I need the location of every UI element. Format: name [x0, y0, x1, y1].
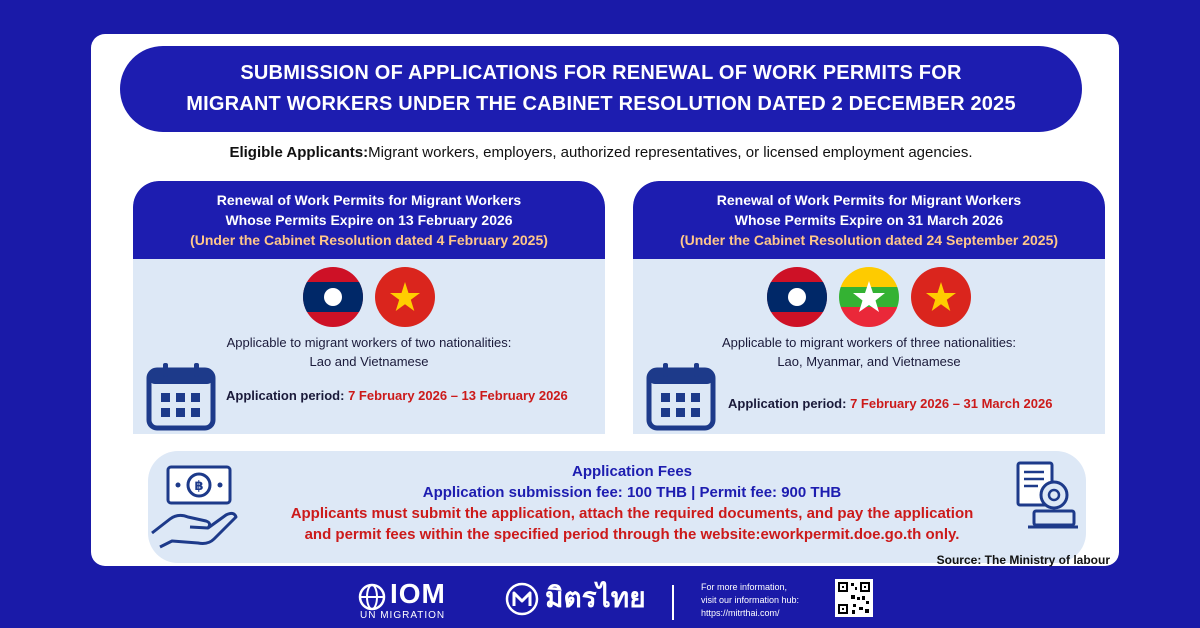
left-period-label: Application period:	[226, 388, 345, 403]
left-application-period	[226, 388, 568, 403]
left-panel-line-1: Renewal of Work Permits for Migrant Workers	[216, 192, 522, 208]
right-panel-header	[633, 181, 1105, 259]
globe-icon	[358, 583, 386, 611]
fees-warning-2: and permit fees within the specified period through the website:eworkpermit.doe.go.th only.	[304, 526, 960, 543]
info-line-1: For more information,	[701, 582, 788, 592]
source-note: Source: The Ministry of labour	[936, 553, 1110, 567]
footer	[0, 575, 1200, 628]
left-flags	[133, 267, 605, 327]
right-applicable-line-1: Applicable to migrant workers of three nationalities:	[721, 335, 1017, 350]
info-hub-text	[701, 581, 799, 620]
left-period-dates: 7 February 2026 – 13 February 2026	[348, 388, 568, 403]
fees-box	[148, 451, 1086, 563]
right-period-label: Application period:	[728, 396, 847, 411]
eligible-label: Eligible Applicants:	[229, 144, 369, 161]
fees-heading: Application Fees	[571, 463, 693, 480]
right-flags	[633, 267, 1105, 327]
iom-subtitle: UN MIGRATION	[360, 610, 446, 621]
fees-amounts: Application submission fee: 100 THB | Permit fee: 900 THB	[422, 484, 842, 501]
right-panel-sub: (Under the Cabinet Resolution dated 24 September 2025)	[679, 232, 1059, 248]
title-line-2: MIGRANT WORKERS UNDER THE CABINET RESOLUTION DATED 2 DECEMBER 2025	[186, 93, 1016, 115]
mitrthai-logo-icon	[505, 582, 539, 616]
iom-logo-text: IOM	[390, 578, 446, 609]
right-panel-line-1: Renewal of Work Permits for Migrant Workers	[716, 192, 1022, 208]
left-applicable-line-2: Lao and Vietnamese	[309, 354, 429, 369]
info-link[interactable]: https://mitrthai.com/	[701, 608, 780, 618]
fees-warning-1: Applicants must submit the application, attach the required documents, and pay the application	[290, 505, 974, 522]
left-panel-line-2: Whose Permits Expire on 13 February 2026	[225, 212, 513, 228]
calendar-icon	[646, 361, 716, 431]
svg-text:฿: ฿	[194, 479, 204, 494]
title-line-1: SUBMISSION OF APPLICATIONS FOR RENEWAL OF WORK PERMITS FOR	[240, 62, 962, 84]
calendar-icon	[146, 361, 216, 431]
myanmar-flag	[839, 267, 899, 327]
right-application-period	[728, 396, 1052, 411]
left-applicable-line-1: Applicable to migrant workers of two nationalities:	[226, 335, 512, 350]
qr-code-icon[interactable]	[835, 579, 873, 617]
left-panel-header	[133, 181, 605, 259]
left-panel-sub: (Under the Cabinet Resolution dated 4 February 2025)	[190, 232, 548, 248]
right-panel-line-2: Whose Permits Expire on 31 March 2026	[734, 212, 1004, 228]
vietnam-flag	[375, 267, 435, 327]
online-document-gear-icon	[1014, 459, 1080, 531]
right-applicable-line-2: Lao, Myanmar, and Vietnamese	[777, 354, 961, 369]
eligible-text: Migrant workers, employers, authorized representatives, or licensed employment agencies.	[368, 144, 973, 161]
eligible-applicants	[120, 144, 1082, 161]
fees-text	[238, 461, 1026, 545]
page-title	[120, 46, 1082, 132]
right-period-dates: 7 February 2026 – 31 March 2026	[850, 396, 1053, 411]
money-hand-icon	[148, 461, 240, 551]
mitrthai-logo-text: มิตรไทย	[545, 582, 646, 613]
vietnam-flag	[911, 267, 971, 327]
lao-flag	[767, 267, 827, 327]
lao-flag	[303, 267, 363, 327]
footer-divider	[672, 585, 674, 620]
info-line-2: visit our information hub:	[701, 595, 800, 605]
